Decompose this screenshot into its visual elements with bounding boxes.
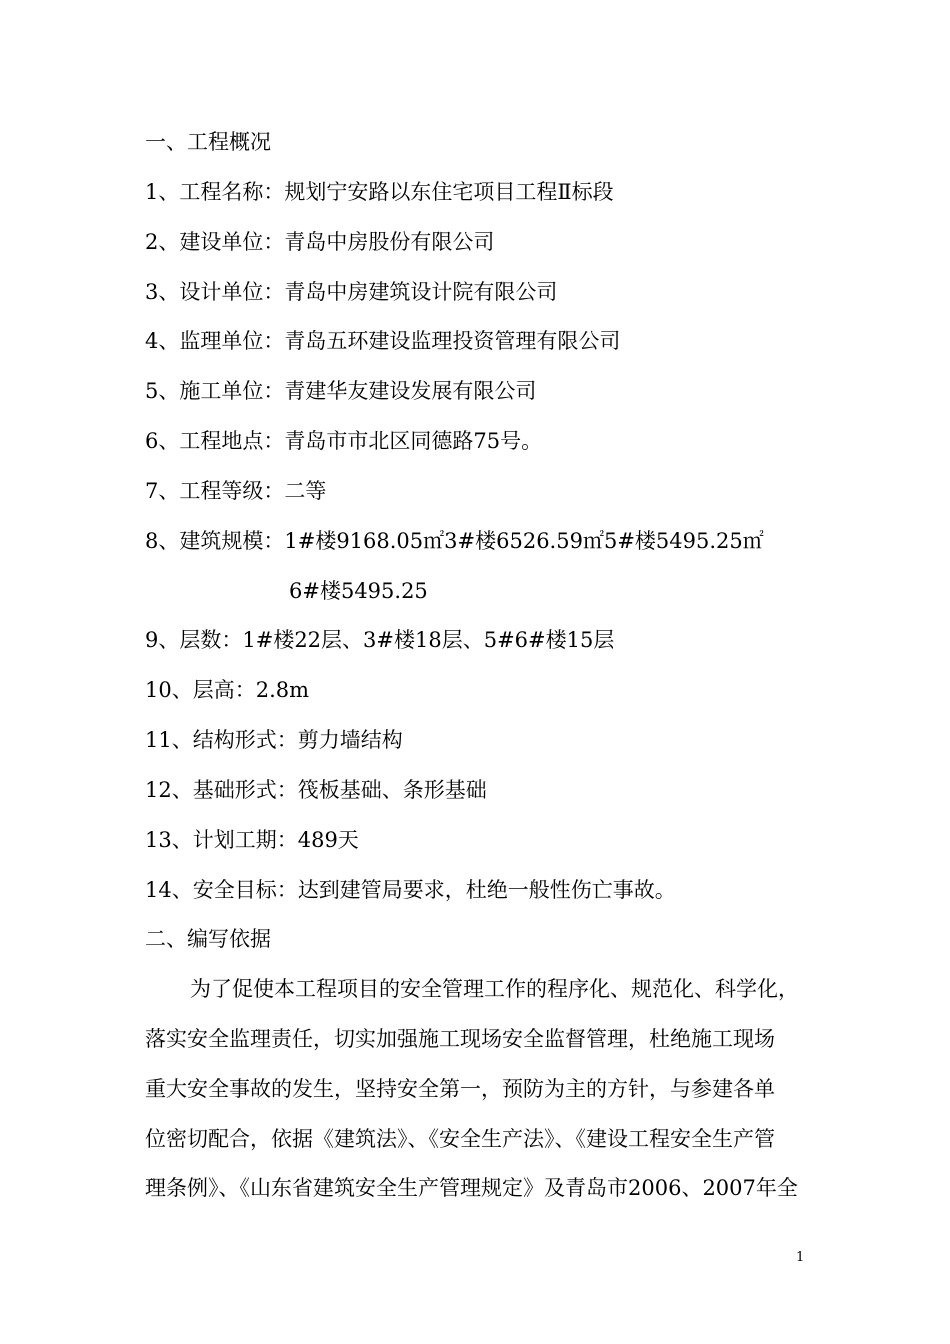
item-building-scale-continued: 6#楼5495.25 <box>289 579 428 603</box>
item-building-scale: 8、建筑规模：1#楼9168.05㎡3#楼6526.59㎡5#楼5495.25㎡ <box>145 529 764 553</box>
paragraph-line: 理条例》、《山东省建筑安全生产管理规定》及青岛市2006、2007年全 <box>145 1176 798 1200</box>
item-construction-unit: 2、建设单位：青岛中房股份有限公司 <box>145 230 495 254</box>
item-supervision-unit: 4、监理单位：青岛五环建设监理投资管理有限公司 <box>145 329 621 353</box>
item-safety-goal: 14、安全目标：达到建管局要求，杜绝一般性伤亡事故。 <box>145 878 676 902</box>
item-floor-height: 10、层高：2.8m <box>145 678 310 702</box>
section-heading-basis: 二、编写依据 <box>145 927 271 951</box>
page-number: 1 <box>796 1250 805 1265</box>
item-floor-count: 9、层数：1#楼22层、3#楼18层、5#6#楼15层 <box>145 628 615 652</box>
item-design-unit: 3、设计单位：青岛中房建筑设计院有限公司 <box>145 280 558 304</box>
item-foundation-type: 12、基础形式：筏板基础、条形基础 <box>145 778 487 802</box>
paragraph-line: 重大安全事故的发生，坚持安全第一，预防为主的方针，与参建各单 <box>145 1077 775 1101</box>
item-project-name: 1、工程名称：规划宁安路以东住宅项目工程Ⅱ标段 <box>145 180 614 204</box>
paragraph-line: 位密切配合，依据《建筑法》、《安全生产法》、《建设工程安全生产管 <box>145 1127 775 1151</box>
section-heading-overview: 一、工程概况 <box>145 130 271 154</box>
item-structure-type: 11、结构形式：剪力墙结构 <box>145 728 403 752</box>
item-planned-duration: 13、计划工期：489天 <box>145 828 359 852</box>
item-project-location: 6、工程地点：青岛市市北区同德路75号。 <box>145 429 543 453</box>
paragraph-line: 为了促使本工程项目的安全管理工作的程序化、规范化、科学化， <box>190 977 799 1001</box>
item-project-grade: 7、工程等级：二等 <box>145 479 327 503</box>
item-contractor-unit: 5、施工单位：青建华友建设发展有限公司 <box>145 379 537 403</box>
paragraph-line: 落实安全监理责任，切实加强施工现场安全监督管理，杜绝施工现场 <box>145 1027 775 1051</box>
